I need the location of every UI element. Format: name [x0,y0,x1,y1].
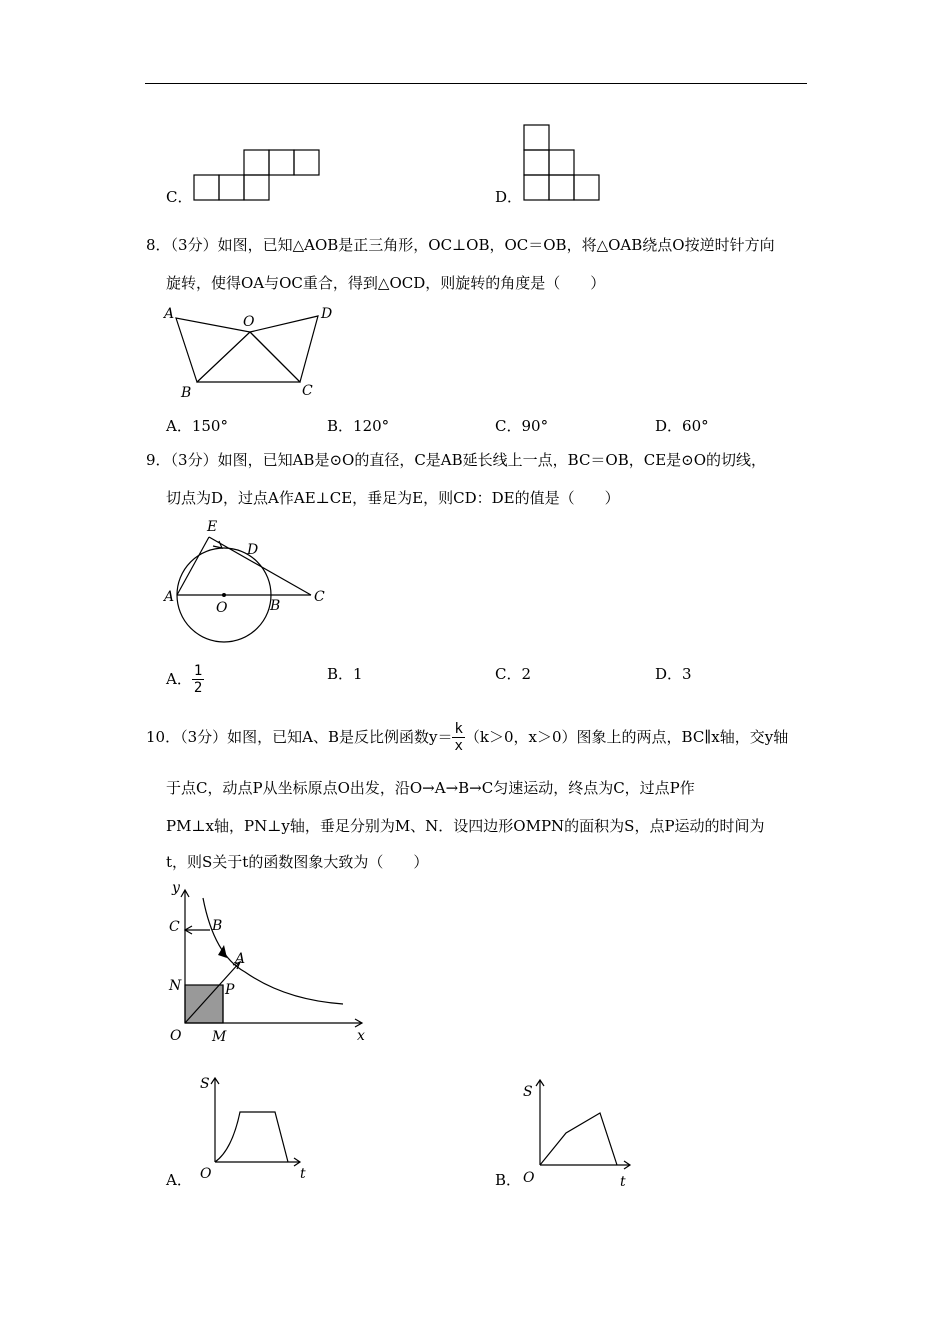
q8-option-b-label: B． [327,417,354,435]
q8-option-b-value: 120° [353,417,390,435]
q8-score: （3分） [170,236,218,254]
q10-option-a-label[interactable]: A． [166,1171,192,1189]
q10-option-a-label-o: O [200,1166,212,1182]
q8-option-a-label: A． [166,417,192,435]
q9-label-o: O [216,600,228,616]
q9-score: （3分） [170,451,218,469]
q8-number: 8． [146,236,171,254]
q8-option-d-label: D． [655,417,683,435]
q9-option-c-label: C． [495,665,522,683]
q10-stem-line2: 于点C，动点P从坐标原点O出发，沿O→A→B→C匀速运动，终点为C，过点P作 [166,779,695,797]
q9-number: 9． [146,451,171,469]
q10-option-b-label-o: O [523,1170,535,1186]
q8-stem-line2: 旋转，使得OA与OC重合，得到△OCD，则旋转的角度是（ ） [166,274,606,292]
q9-label-d: D [247,542,259,558]
q10-option-a-label-t: t [300,1166,306,1182]
q10-text-line1-post: （k＞0，x＞0）图象上的两点，BC∥x轴，交y轴 [464,728,789,746]
q10-text-line1-pre: 如图，已知A、B是反比例函数y＝ [227,728,453,746]
q10-fraction-numerator: k [454,720,463,737]
q9-label-c: C [314,589,325,605]
q9-stem-line2: 切点为D，过点A作AE⊥CE，垂足为E，则CD：DE的值是（ ） [166,489,620,507]
q10-label-a: A [235,951,246,967]
q10-option-b-label[interactable]: B． [495,1171,522,1189]
q9-label-e: E [207,519,218,535]
q9-option-a-numerator: 1 [193,662,203,679]
q9-option-a-denominator: 2 [193,679,203,696]
q10-label-x: x [357,1028,365,1044]
q9-option-c-value: 2 [521,665,532,683]
q9-option-a-label: A． [166,670,192,688]
q9-label-b: B [270,598,281,614]
q8-label-a: A [164,306,175,322]
q10-label-m: M [212,1029,227,1045]
q8-label-c: C [302,383,313,399]
q10-label-o: O [170,1028,182,1044]
q10-option-b-label-s: S [523,1084,533,1100]
q8-text-line1: 如图，已知△AOB是正三角形，OC⊥OB，OC＝OB，将△OAB绕点O按逆时针方向 [217,236,775,254]
q10-stem-line3: PM⊥x轴，PN⊥y轴，垂足分别为M、N．设四边形OMPN的面积为S，点P运动的时间为 [166,817,765,835]
q9-option-b-value: 1 [353,665,363,683]
q8-label-o: O [243,314,255,330]
q10-label-y: y [172,880,180,896]
q7-option-c-label[interactable]: C． [166,188,193,206]
q10-score: （3分） [180,728,228,746]
q10-fraction-denominator: x [454,737,463,754]
q10-label-c: C [169,919,180,935]
q9-option-b-label: B． [327,665,354,683]
q9-option-d-value: 3 [682,665,692,683]
q10-option-a-label-s: S [200,1076,210,1092]
q10-label-n: N [169,978,182,994]
q10-stem-line4: t，则S关于t的函数图象大致为（ ） [166,853,429,871]
q9-text-line1: 如图，已知AB是⊙O的直径，C是AB延长线上一点，BC＝OB，CE是⊙O的切线， [217,451,767,469]
q10-label-p: P [225,982,235,998]
q9-label-a: A [164,589,175,605]
q10-number: 10． [146,728,181,746]
q9-option-d-label: D． [655,665,683,683]
q8-label-b: B [181,385,192,401]
q8-option-d-value: 60° [682,417,709,435]
q8-option-c-label: C． [495,417,522,435]
q8-label-d: D [321,306,333,322]
q10-option-b-label-t: t [620,1174,626,1190]
q7-option-d-label[interactable]: D． [495,188,523,206]
q10-label-b: B [212,918,223,934]
q8-option-a-value: 150° [191,417,228,435]
q8-option-c-value: 90° [521,417,549,435]
